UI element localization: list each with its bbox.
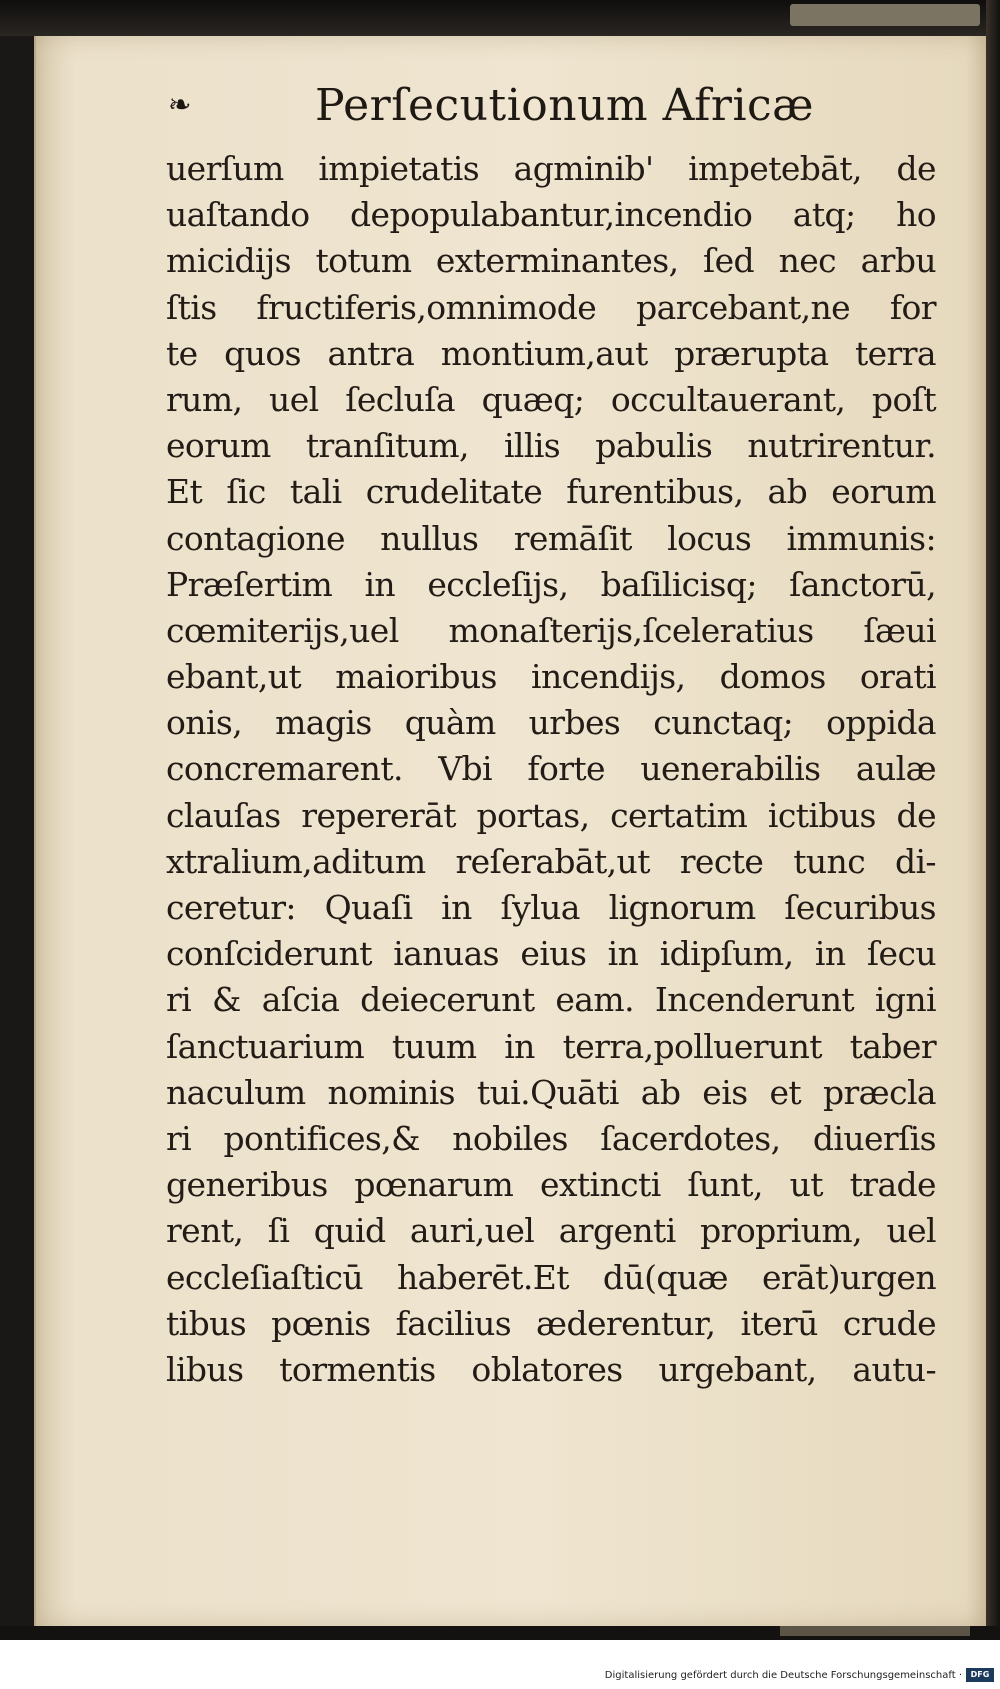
text-line: ebant,ut maioribus incendijs, domos orati [166,657,936,697]
bottom-paper-fragment [780,1626,970,1636]
ornament-icon: ❧ [168,88,192,121]
running-head: Perſecutionum Africæ [315,80,815,131]
text-line: te quos antra montium,aut prærupta terra [166,333,936,373]
page-edge-shadow [986,0,1000,1640]
torn-paper-fragment [790,4,980,26]
text-line: cœmiterijs,uel monaſterijs,ſceleratius ſæui [166,610,936,650]
text-line: conſciderunt ianuas eius in idipſum, in ſecu [166,934,936,974]
text-line: libus tormentis oblatores urgebant, autu- [166,1349,936,1389]
text-line: clauſas repererāt portas, certatim ictibus de [166,795,936,835]
text-line: eccleſiaſticū haberēt.Et dū(quæ erāt)urgen [166,1257,936,1297]
top-book-edge [0,0,1000,36]
digitization-credit: Digitalisierung gefördert durch die Deutsche Forschungsgemeinschaft · [604,1670,962,1681]
text-line: ri pontifices,& nobiles ſacerdotes, diuerſis [166,1118,936,1158]
body-text [166,146,936,1393]
text-line: ceretur: Quaſi in ſylua lignorum ſecuribus [166,888,936,927]
text-line: rum, uel ſecluſa quæq; occultauerant, poſt [166,379,936,419]
text-line: concremarent. Vbi forte uenerabilis aulæ [166,749,936,789]
text-line: generibus pœnarum extincti ſunt, ut trade [166,1165,936,1205]
bottom-book-edge [0,1626,1000,1640]
text-line: contagione nullus remāſit locus immunis: [166,518,936,558]
text-line: xtralium,aditum reſerabāt,ut recte tunc di- [166,841,936,881]
text-line: eorum tranſitum, illis pabulis nutrirentur. [166,426,936,466]
text-line: uaſtando depopulabantur,incendio atq; ho [166,195,936,235]
text-line: tibus pœnis facilius æderentur, iterū crude [166,1303,936,1343]
text-line: Præſertim in eccleſijs, baſilicisq; ſanctorū, [166,564,936,604]
text-line: ri & aſcia deiecerunt eam. Incenderunt igni [166,980,936,1020]
footer-bar [0,1640,1000,1689]
text-line: ſanctuarium tuum in terra,polluerunt taber [166,1026,936,1066]
text-line: uerſum impietatis agminib' impetebāt, de [166,149,936,188]
text-line: ſtis fructiferis,omnimode parcebant,ne for [166,287,936,327]
text-line: micidijs totum exterminantes, ſed nec arbu [166,241,936,281]
text-line: onis, magis quàm urbes cunctaq; oppida [166,703,936,743]
dfg-logo: DFG [966,1668,994,1682]
text-line: naculum nominis tui.Quāti ab eis et præcla [166,1072,936,1112]
text-line: rent, ſi quid auri,uel argenti proprium, uel [166,1211,936,1251]
text-line: Et ſic tali crudelitate furentibus, ab eorum [166,472,936,512]
